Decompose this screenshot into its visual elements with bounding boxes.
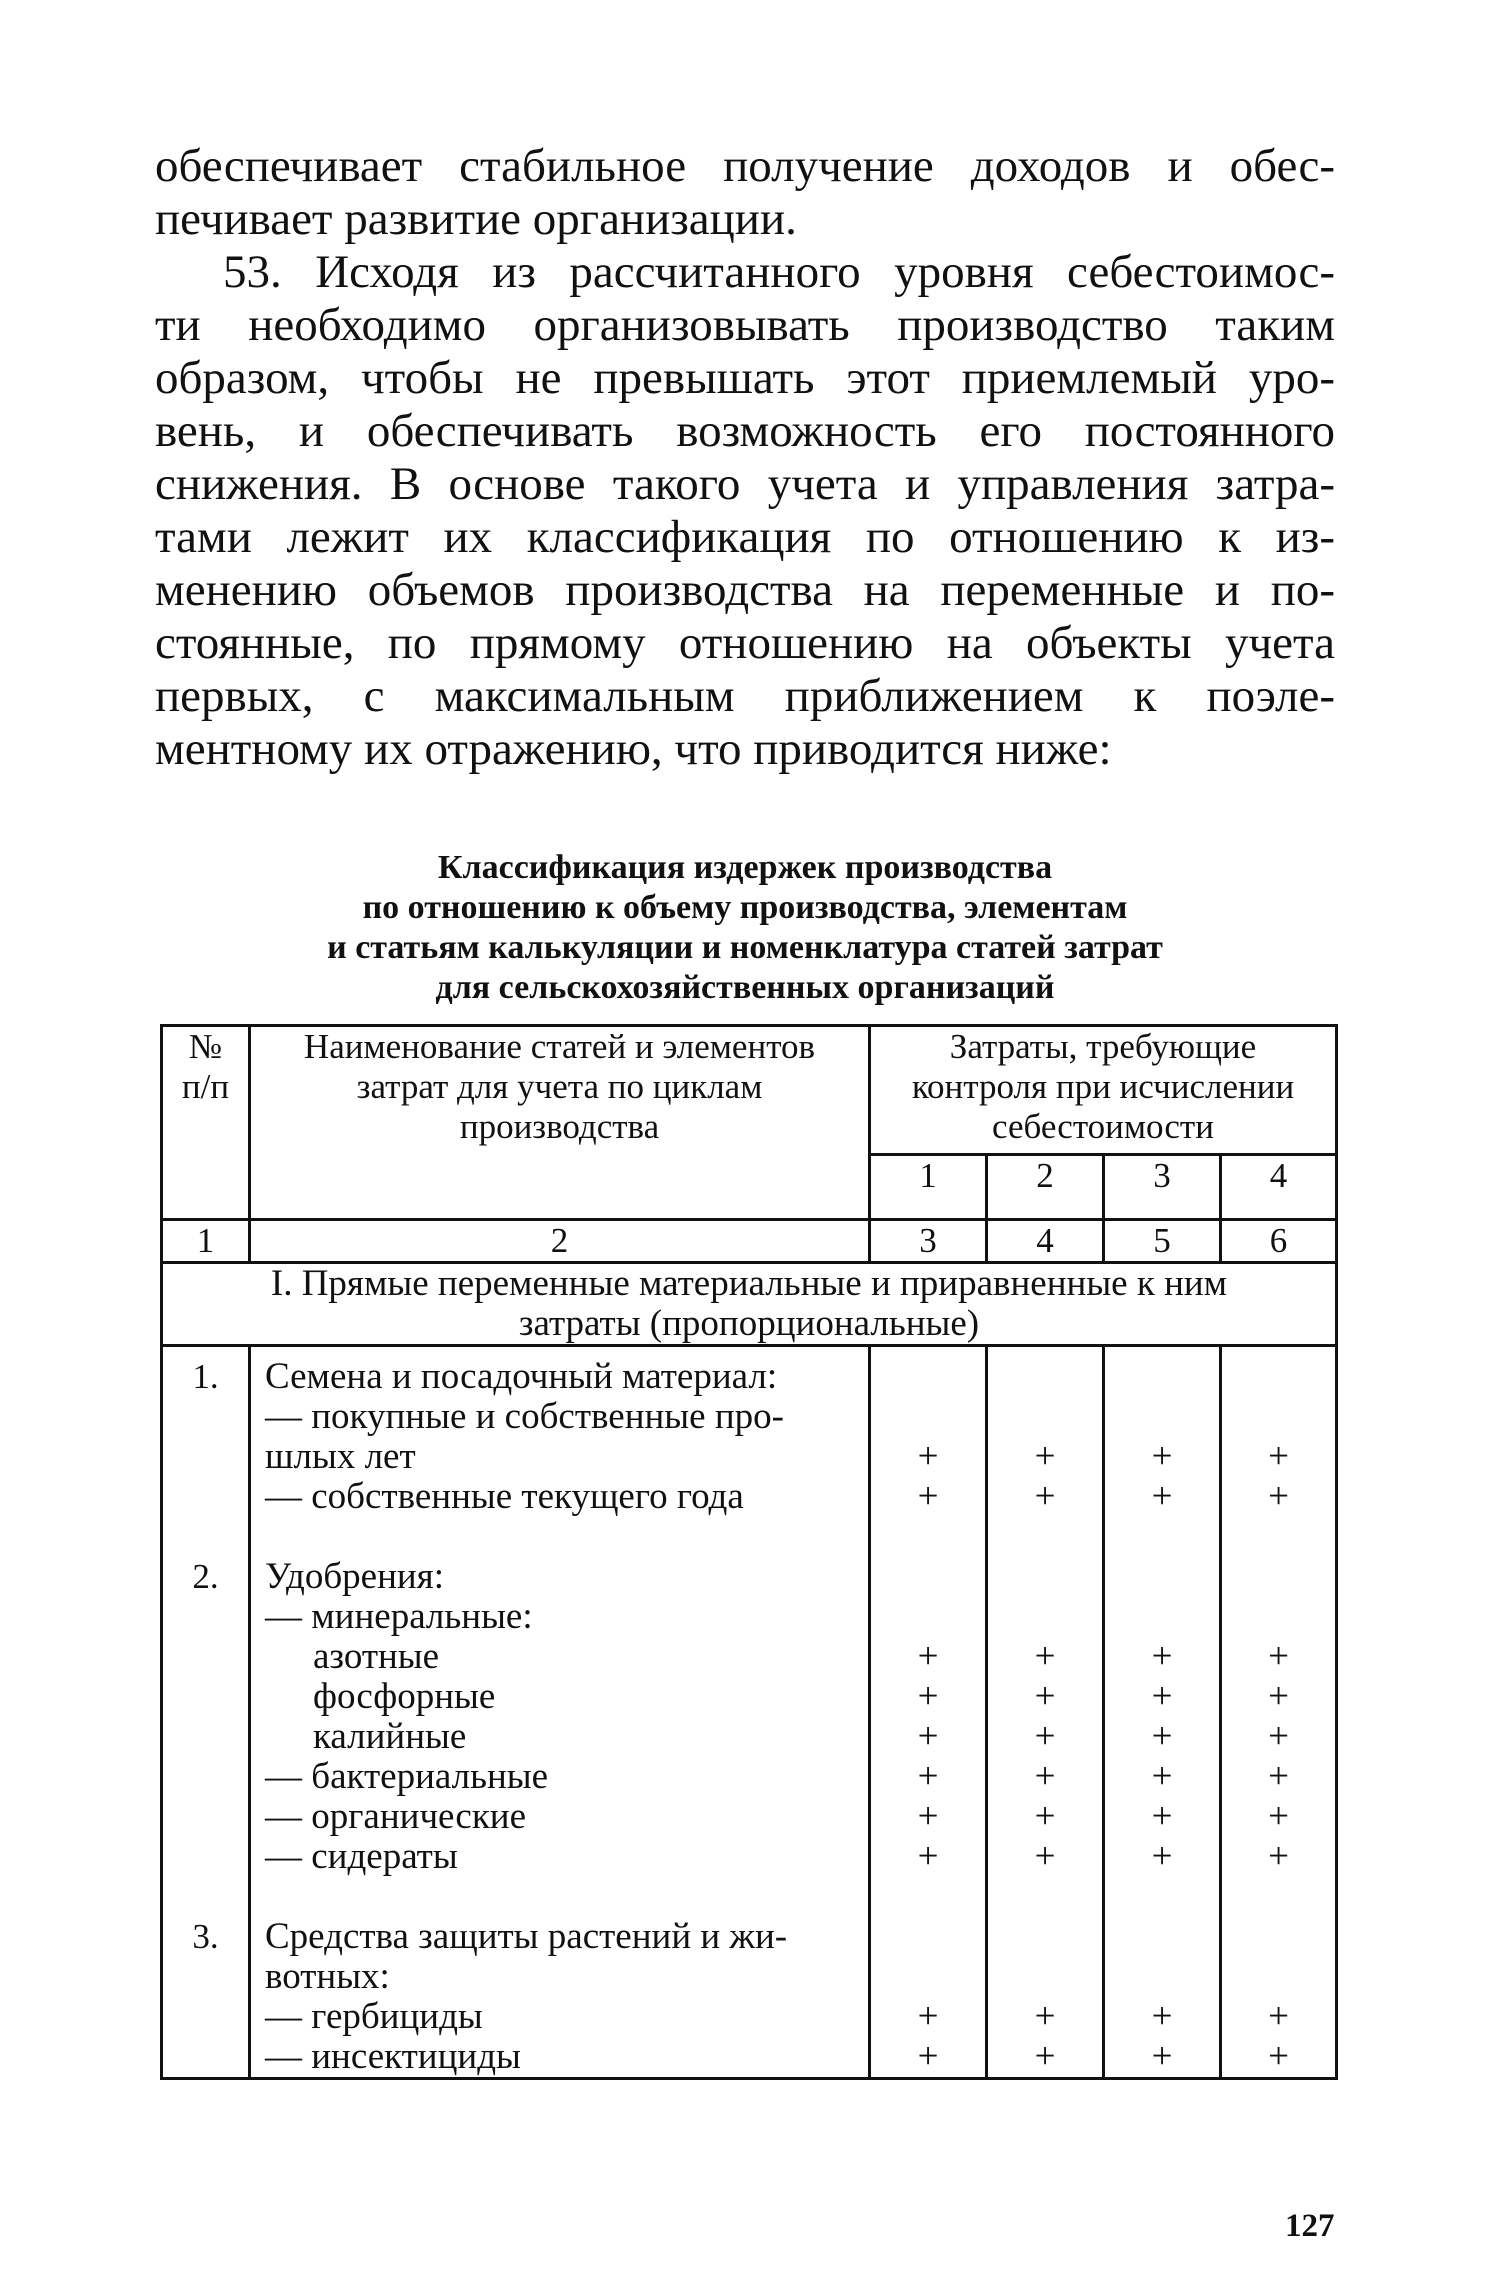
plus-mark xyxy=(988,1397,1102,1437)
item-number xyxy=(163,1837,248,1877)
header-num: п/п xyxy=(181,1067,230,1106)
item-name: — покупные и собственные про- xyxy=(265,1396,784,1437)
section-row xyxy=(162,1263,1337,1346)
plus-mark: + xyxy=(1268,1836,1289,1877)
plus-mark: + xyxy=(917,1676,939,1717)
plus-mark: + xyxy=(1151,1476,1173,1517)
text-line: ментному их отражению, что приводится ниже: xyxy=(155,723,1112,775)
plus-mark xyxy=(871,1597,985,1637)
item-name: азотные xyxy=(313,1636,440,1677)
plus-mark: + xyxy=(1268,1476,1289,1517)
item-number xyxy=(163,1757,248,1797)
plus-mark: + xyxy=(1034,2036,1056,2077)
item-number xyxy=(163,1957,248,1997)
plus-mark: + xyxy=(1034,1796,1056,1837)
plus-mark xyxy=(1222,1917,1335,1957)
plus-mark xyxy=(871,1957,985,1997)
plus-mark: + xyxy=(1151,1436,1173,1477)
header-name: Наименование статей и элементов xyxy=(303,1027,816,1066)
section-title-line: затраты (пропорциональные) xyxy=(518,1303,980,1344)
text-line: обеспечивает стабильное получение доходов и обес- xyxy=(155,140,1335,192)
plus-mark: + xyxy=(1268,1996,1289,2037)
header-costs: контроля при исчислении xyxy=(911,1067,1295,1106)
paragraph-53 xyxy=(155,246,1335,776)
plus-mark: + xyxy=(917,1636,939,1677)
cost-column-4 xyxy=(1221,1346,1337,2079)
text-line: 53. Исходя из рассчитанного уровня себестоимос- xyxy=(223,246,1335,298)
page-number: 127 xyxy=(1285,2208,1335,2244)
items-row xyxy=(162,1346,1337,2079)
plus-mark: + xyxy=(1034,1436,1056,1477)
header-costs-cell xyxy=(870,1026,1337,1155)
column-number: 6 xyxy=(1221,1220,1337,1263)
plus-mark: + xyxy=(1268,1756,1289,1797)
plus-mark: + xyxy=(917,1436,939,1477)
item-name: — органические xyxy=(265,1796,527,1837)
plus-mark xyxy=(1222,1597,1335,1637)
plus-mark xyxy=(871,1357,985,1397)
text-line: печивает развитие организации. xyxy=(155,193,797,245)
row-gap xyxy=(163,1877,248,1917)
item-number xyxy=(163,1797,248,1837)
item-number xyxy=(163,1997,248,2037)
row-gap xyxy=(1105,1517,1219,1557)
plus-mark xyxy=(988,1357,1102,1397)
cost-column-1 xyxy=(870,1346,987,2079)
item-name: — бактериальные xyxy=(265,1756,549,1797)
intro-paragraph xyxy=(155,140,1335,246)
item-number: 2. xyxy=(192,1557,219,1596)
plus-mark: + xyxy=(1034,1996,1056,2037)
text-line: стоянные, по прямому отношению на объекты учета xyxy=(155,617,1335,669)
item-name: — минеральные: xyxy=(265,1596,533,1637)
text-line: вень, и обеспечивать возможность его постоянного xyxy=(155,405,1335,457)
item-name: — гербициды xyxy=(265,1996,483,2037)
plus-mark xyxy=(988,1957,1102,1997)
item-number xyxy=(163,1637,248,1677)
header-num-cell xyxy=(162,1026,250,1220)
item-number xyxy=(163,2037,248,2077)
section-title xyxy=(162,1263,1337,1346)
plus-mark: + xyxy=(1268,1716,1289,1757)
plus-mark: + xyxy=(1268,1636,1289,1677)
text-line: первых, с максимальным приближением к поэле- xyxy=(155,670,1335,722)
row-gap xyxy=(988,1877,1102,1917)
item-number: 1. xyxy=(192,1357,219,1396)
plus-mark: + xyxy=(1151,1716,1173,1757)
plus-mark: + xyxy=(1034,1756,1056,1797)
plus-mark xyxy=(1222,1397,1335,1437)
plus-mark: + xyxy=(1151,1796,1173,1837)
plus-mark: + xyxy=(917,1796,939,1837)
plus-mark: + xyxy=(917,1996,939,2037)
header-name: затрат для учета по циклам xyxy=(356,1067,763,1106)
caption-line: для сельскохозяйственных организаций xyxy=(435,969,1055,1006)
plus-mark: + xyxy=(917,1476,939,1517)
header-row xyxy=(162,1026,1337,1155)
row-gap xyxy=(265,1517,860,1557)
plus-mark: + xyxy=(1151,1756,1173,1797)
plus-mark xyxy=(1222,1557,1335,1597)
header-costs: Затраты, требующие xyxy=(949,1027,1257,1066)
plus-mark: + xyxy=(1268,1676,1289,1717)
plus-mark xyxy=(1105,1557,1219,1597)
item-name: шлых лет xyxy=(265,1436,416,1477)
row-gap xyxy=(871,1877,985,1917)
plus-mark: + xyxy=(1151,1996,1173,2037)
plus-mark: + xyxy=(1151,1836,1173,1877)
plus-mark xyxy=(1105,1597,1219,1637)
subcol-header: 4 xyxy=(1221,1155,1337,1220)
plus-mark xyxy=(988,1917,1102,1957)
row-gap xyxy=(871,1517,985,1557)
classification-table xyxy=(160,1024,1338,2080)
plus-mark: + xyxy=(1268,1436,1289,1477)
text-line: снижения. В основе такого учета и управления затра- xyxy=(155,458,1335,510)
item-name: Семена и посадочный материал: xyxy=(265,1356,778,1397)
plus-mark: + xyxy=(917,2036,939,2077)
subcol-header: 3 xyxy=(1104,1155,1221,1220)
column-numbers-row xyxy=(162,1220,1337,1263)
item-name: — сидераты xyxy=(265,1836,458,1877)
plus-mark xyxy=(871,1557,985,1597)
text-line: образом, чтобы не превышать этот приемлемый уро- xyxy=(155,352,1335,404)
item-names-cell xyxy=(250,1346,870,2079)
plus-mark: + xyxy=(1151,1676,1173,1717)
cost-column-2 xyxy=(987,1346,1104,2079)
plus-mark: + xyxy=(1034,1836,1056,1877)
item-number xyxy=(163,1437,248,1477)
plus-mark xyxy=(1222,1957,1335,1997)
item-name: вотных: xyxy=(265,1956,390,1997)
plus-mark xyxy=(1222,1357,1335,1397)
plus-mark xyxy=(988,1597,1102,1637)
plus-mark xyxy=(871,1397,985,1437)
row-gap xyxy=(988,1517,1102,1557)
item-number xyxy=(163,1597,248,1637)
caption-line: Классификация издержек производства xyxy=(437,849,1053,886)
text-line: тами лежит их классификация по отношению к из- xyxy=(155,511,1335,563)
item-name: — собственные текущего года xyxy=(265,1476,744,1517)
plus-mark: + xyxy=(1034,1636,1056,1677)
plus-mark: + xyxy=(917,1716,939,1757)
item-numbers-cell xyxy=(162,1346,250,2079)
subcol-header: 2 xyxy=(987,1155,1104,1220)
text-line: ти необходимо организовывать производство таким xyxy=(155,299,1335,351)
plus-mark xyxy=(1105,1917,1219,1957)
column-number: 1 xyxy=(162,1220,250,1263)
plus-mark: + xyxy=(1034,1476,1056,1517)
row-gap xyxy=(1222,1877,1335,1917)
item-number xyxy=(163,1677,248,1717)
row-gap xyxy=(163,1517,248,1557)
header-num: № xyxy=(188,1027,223,1066)
caption-line: и статьям калькуляции и номенклатура статей затрат xyxy=(327,929,1163,966)
plus-mark xyxy=(1105,1357,1219,1397)
row-gap xyxy=(265,1877,860,1917)
page-body xyxy=(155,140,1335,1008)
item-name: фосфорные xyxy=(313,1676,496,1717)
plus-mark xyxy=(871,1917,985,1957)
item-number xyxy=(163,1477,248,1517)
plus-mark: + xyxy=(917,1756,939,1797)
column-number: 2 xyxy=(250,1220,870,1263)
item-name: — инсектициды xyxy=(265,2036,521,2077)
cost-column-3 xyxy=(1104,1346,1221,2079)
header-costs: себестоимости xyxy=(992,1107,1214,1146)
plus-mark: + xyxy=(1268,2036,1289,2077)
plus-mark xyxy=(988,1557,1102,1597)
item-name: Средства защиты растений и жи- xyxy=(265,1916,788,1957)
caption-line: по отношению к объему производства, элементам xyxy=(362,889,1128,926)
plus-mark: + xyxy=(1034,1716,1056,1757)
item-name: калийные xyxy=(313,1716,467,1757)
text-line: менению объемов производства на переменные и по- xyxy=(155,564,1335,616)
subcol-header: 1 xyxy=(870,1155,987,1220)
row-gap xyxy=(1105,1877,1219,1917)
plus-mark: + xyxy=(1034,1676,1056,1717)
section-title-line: I. Прямые переменные материальные и приравненные к ним xyxy=(270,1263,1228,1304)
plus-mark: + xyxy=(1151,2036,1173,2077)
column-number: 5 xyxy=(1104,1220,1221,1263)
item-name: Удобрения: xyxy=(265,1556,444,1597)
column-number: 4 xyxy=(987,1220,1104,1263)
item-number xyxy=(163,1397,248,1437)
item-number xyxy=(163,1717,248,1757)
row-gap xyxy=(1222,1517,1335,1557)
plus-mark: + xyxy=(917,1836,939,1877)
plus-mark: + xyxy=(1268,1796,1289,1837)
item-number: 3. xyxy=(192,1917,219,1956)
header-name-cell xyxy=(250,1026,870,1220)
plus-mark xyxy=(1105,1957,1219,1997)
plus-mark: + xyxy=(1151,1636,1173,1677)
plus-mark xyxy=(1105,1397,1219,1437)
header-name: производства xyxy=(459,1107,660,1146)
table-caption xyxy=(155,848,1335,1008)
column-number: 3 xyxy=(870,1220,987,1263)
